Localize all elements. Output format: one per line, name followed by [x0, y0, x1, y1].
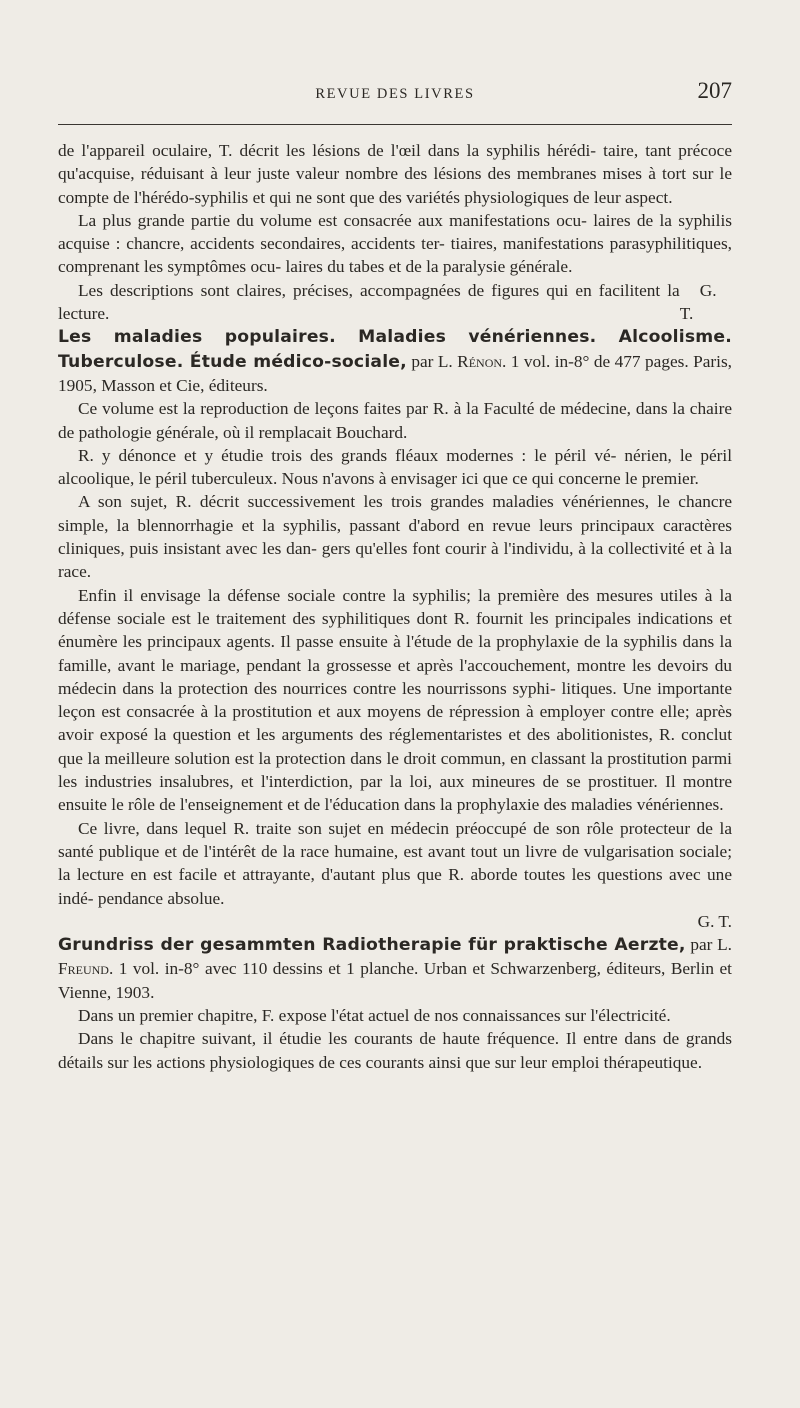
book-by-1: par L.: [406, 351, 458, 371]
paragraph-1: de l'appareil oculaire, T. décrit les lésions de l'œil dans la syphilis hérédi- taire, tant précoce qu'acquise, réduisant à leur juste valeur nombre des lésions des membranes mises à tort sur le compte de l'hérédo-syphilis et qui ne sont que des variétés physiologiques de leur aspect.: [58, 141, 732, 207]
paragraph-9: Dans un premier chapitre, F. expose l'état actuel de nos connaissances sur l'électricité.: [78, 1005, 671, 1025]
book-author-1: Rénon: [457, 351, 503, 371]
paragraph-8: Ce livre, dans lequel R. traite son sujet en médecin préoccupé de son rôle protecteur de la santé publique et de l'intérêt de la race humaine, est avant tout un livre de vulgarisation sociale; la lecture en est facile et attrayante, d'autant plus que R. aborde toutes les questions avec une indé- pendance absolue.: [58, 818, 732, 908]
book-by-2: par L.: [685, 935, 732, 955]
paragraph-3-text: Les descriptions sont claires, précises, accompagnées de figures qui en facilitent la lecture.: [58, 280, 680, 324]
page-number: 207: [697, 78, 732, 103]
book-author-2: Freund: [58, 959, 109, 979]
paragraph-3: [58, 279, 732, 326]
paragraph-7: Enfin il envisage la défense sociale contre la syphilis; la première des mesures utiles à la défense sociale est le traitement des syphilitiques dont R. fournit les principales indications et énumère les principaux agents. Il passe ensuite à l'étude de la prophylaxie de la syphilis dans la famille, avant le mariage, pendant la grossesse et après l'accouchement, montre les devoirs du médecin dans la protection des nourrices contre les nourrissons syphi- litiques. Une importante leçon est consacrée à la prostitution et aux moyens de répression à employer contre elle; après avoir exposé la question et les arguments des réglementaristes et des abolitionistes, R. conclut que la meilleure solution est la protection dans le droit commun, en classant la prostitution parmi les industries insalubres, et l'interdiction, par la loi, aux mineures de se prostituer. Il montre ensuite le rôle de l'enseignement et de l'éducation dans la prophylaxie des maladies vénériennes.: [58, 585, 732, 815]
review-heading-1: [58, 325, 732, 397]
reviewer-signature: G. T.: [679, 280, 717, 324]
book-details-2: . 1 vol. in-8° avec 110 dessins et 1 planche. Urban et Schwarzenberg, éditeurs, Berlin et Vienne, 1903.: [58, 959, 732, 1002]
page-header: [58, 74, 732, 114]
book-title-2: Grundriss der gesammten Radiotherapie für praktische Aerzte,: [58, 935, 686, 956]
book-title-1: Les maladies populaires. Maladies vénériennes. Alcoolisme. Tuberculose. Étude médico-sociale,: [58, 327, 732, 372]
reviewer-signature-2: G. T.: [697, 911, 732, 931]
body-text: [58, 139, 732, 1074]
running-title: REVUE DES LIVRES: [315, 86, 475, 102]
paragraph-4: Ce volume est la reproduction de leçons faites par R. à la Faculté de médecine, dans la chaire de pathologie générale, où il remplacait Bouchard.: [58, 399, 732, 442]
paragraph-6: A son sujet, R. décrit successivement les trois grandes maladies vénériennes, le chancre simple, la blennorrhagie et la syphilis, passant d'abord en revue leurs principaux caractères cliniques, puis insistant avec les dan- gers qu'elles font courir à l'individu, à la collectivité et à la race.: [58, 492, 732, 582]
paragraph-5: R. y dénonce et y étudie trois des grands fléaux modernes : le péril vé- nérien, le péril alcoolique, le péril tuberculeux. Nous n'avons à envisager ici que ce qui concerne le premier.: [58, 445, 732, 489]
book-details-1: . 1 vol. in-8° de 477 pages. Paris, 1905, Masson et Cie, éditeurs.: [58, 351, 733, 395]
paragraph-10: Dans le chapitre suivant, il étudie les courants de haute fréquence. Il entre dans de grands détails sur les actions physiologiques de ces courants ainsi que sur leur emploi thérapeutique.: [58, 1029, 732, 1072]
review-heading-2: [58, 933, 732, 1004]
header-rule: [58, 124, 732, 125]
paragraph-2: La plus grande partie du volume est consacrée aux manifestations ocu- laires de la syphilis acquise : chancre, accidents secondaires, accidents ter- tiaires, manifestations parasyphilitiques, comprenant les symptômes ocu- laires du tabes et de la paralysie générale.: [58, 210, 732, 277]
